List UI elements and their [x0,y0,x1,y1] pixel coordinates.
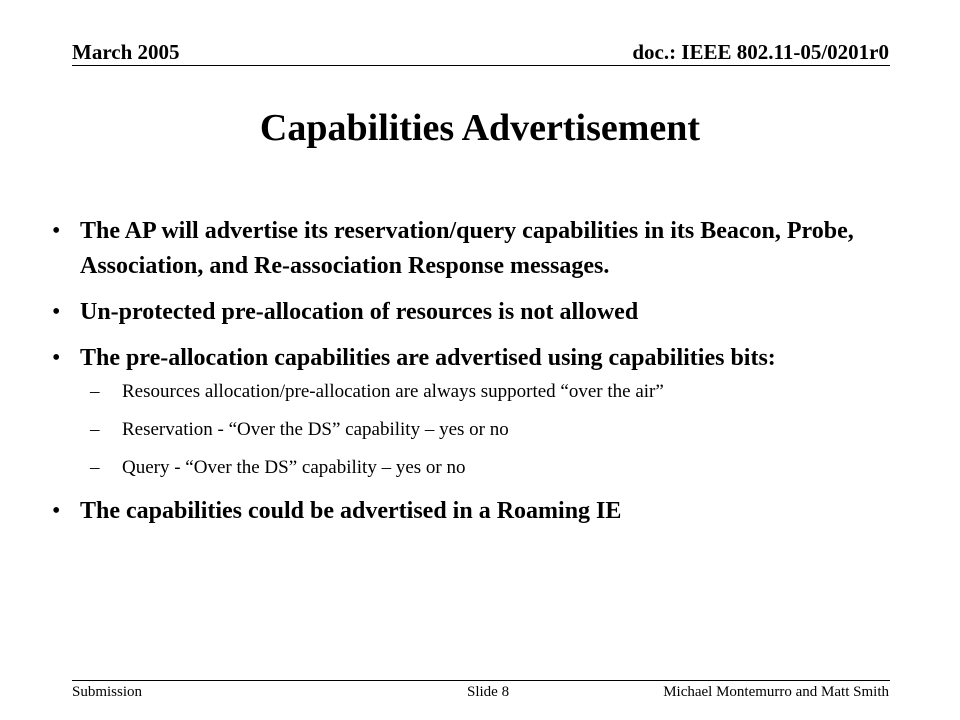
dash-icon: – [90,419,100,440]
dash-icon: – [90,381,100,402]
dash-icon: – [90,457,100,478]
sub-bullet-text: Query - “Over the DS” capability – yes or no [122,457,466,478]
header-divider [72,65,890,66]
bullet-icon: • [52,218,61,244]
bullet-text: The AP will advertise its reservation/query capabilities in its Beacon, Probe, Association, and Re-association Response messages. [80,218,854,279]
bullet-text: The pre-allocation capabilities are advertised using capabilities bits: [80,345,776,371]
bullet-item [52,295,912,330]
sub-bullet-text: Resources allocation/pre-allocation are always supported “over the air” [122,381,664,402]
footer-submission: Submission [72,684,143,700]
sub-bullet-item [72,418,912,442]
sub-bullet-item [72,456,912,480]
header-doc-id: doc.: IEEE 802.11-05/0201r0 [632,40,889,64]
bullet-text: The capabilities could be advertised in a Roaming IE [80,498,622,524]
sub-bullet-item [72,380,912,404]
bullet-icon: • [52,498,61,524]
sub-bullet-list [72,380,912,480]
bullet-icon: • [52,299,61,325]
footer-slide-number: Slide 8 [467,684,510,700]
header-date: March 2005 [72,40,180,64]
bullet-text: Un-protected pre-allocation of resources is not allowed [80,299,639,325]
footer-authors: Michael Montemurro and Matt Smith [663,684,889,700]
slide-body [52,214,912,540]
bullet-icon: • [52,345,61,371]
slide-title: Capabilities Advertisement [259,107,701,149]
bullet-item [52,494,912,529]
bullet-item [52,214,912,284]
bullet-item [52,341,912,376]
sub-bullet-text: Reservation - “Over the DS” capability – yes or no [122,419,509,440]
footer-divider [72,680,890,681]
